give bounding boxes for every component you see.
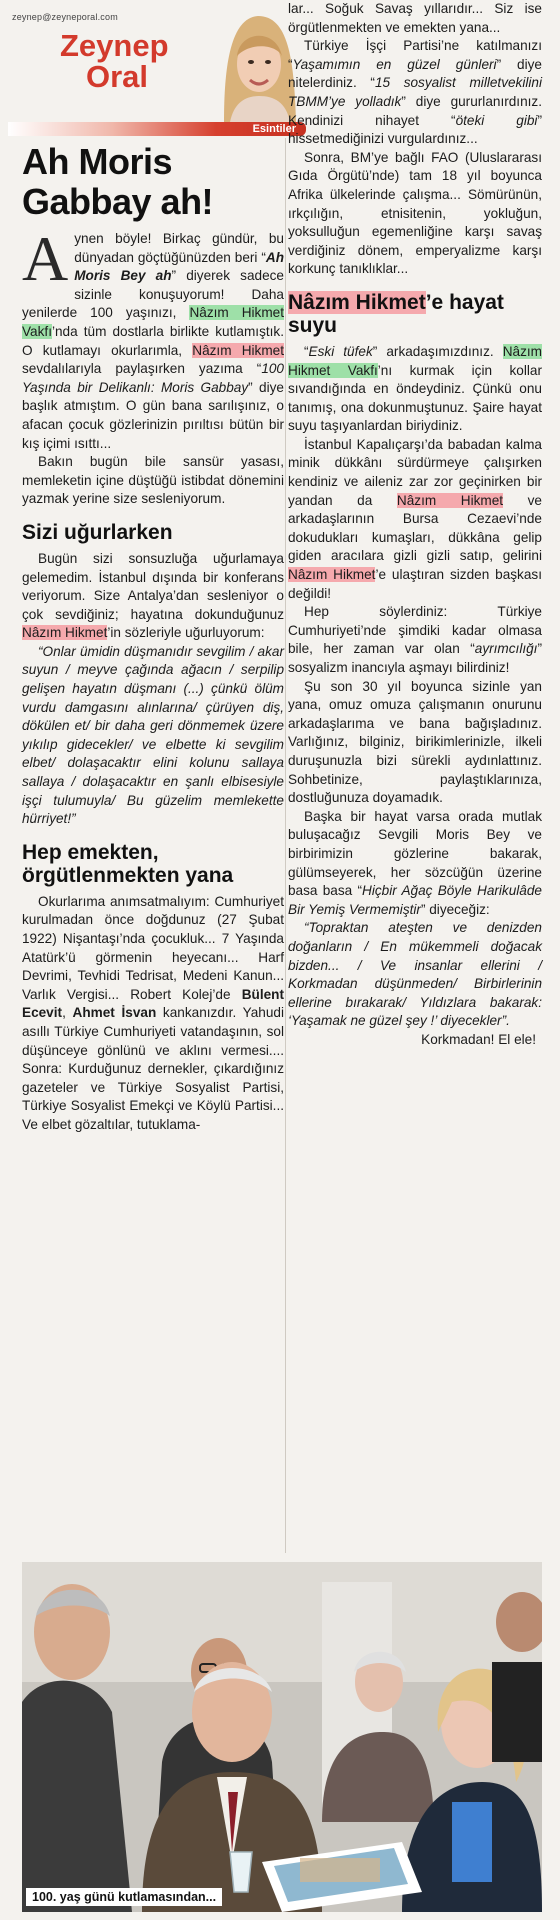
celebration-photo bbox=[22, 1562, 542, 1912]
text-run: ” sosyalizm inancıyla aşmayı bilirdiniz! bbox=[288, 641, 542, 675]
text-run: “ bbox=[304, 343, 309, 359]
highlight-name: Nâzım Hikmet bbox=[288, 567, 376, 583]
text-run: Okurlarıma anımsatmalıyım: Cumhuriyet kurulmadan önce doğdunuz (27 Şubat 1922) Nişantaşı’nda çocukluk... 7 Yaşında Atatürk’ü görmenin heyecanı... Harf Devrimi, Tevhidi Tedrisat, Medeni Kanun... Varlık Vergisi... Robert Kolej’de bbox=[22, 893, 284, 1002]
text-run: ” diye başlık atmıştım. O gün bana sarılışınız, o afacan çocuk gözlerinizin pırıltısı bütün bir kış içimi ısıttı... bbox=[22, 379, 284, 451]
poem-quote: “Topraktan ateşten ve denizden doğanların / En mükemmeli doğacak bizden... / Ve insanlar ellerini / Korkmadan düşünmeden/ Birbirlerinin ellerine bırakarak/ Yıldızlara bakarak: ‘Yaşamak ne güzel şey !’ diyecekler”. bbox=[288, 920, 542, 1029]
italic-run: ayrımcılığı bbox=[474, 641, 538, 657]
text-run: Başka bir hayat varsa orada mutlak buluşacağız Sevgili Moris Bey ve birbirimizin gözlerine bakarak, gülümseyerek, her sözcüğün üzerine basa basa “ bbox=[288, 808, 542, 899]
text-run: ” diye gururlanırdınız. Kendinizi nihayet “ bbox=[288, 93, 542, 128]
italic-run: Ah Moris Bey ah bbox=[74, 249, 284, 284]
headline: Ah Moris Gabbay ah! bbox=[22, 141, 214, 222]
highlight-name: Nâzım Hikmet Vakfı bbox=[288, 343, 542, 378]
text-run: ve arkadaşlarının Bursa Cezaevi’nde dokudukları kumaşları, dükkâna gelip giden aracılara gizli gizli satıp, gelirini bbox=[288, 492, 542, 564]
section-tag: Esintiler bbox=[252, 123, 296, 135]
text-run: ” diye nitelerdiniz. “ bbox=[288, 56, 542, 91]
paragraph: Sonra, BM’ye bağlı FAO (Uluslararası Gıda Örgütü’nde) tam 18 yıl boyunca Afrika ülkelerinde çalışma... Sömürünün, ırkçılığın, etnisitenin, yokluğun, yoksulluğun egemenliğine karşı savaş verdiğiniz dönem, emperyalizme karşı korkunç tanıklıklar... bbox=[288, 149, 542, 277]
text-run: ” hissetmediğinizi vurgulardınız... bbox=[288, 112, 542, 147]
column-divider bbox=[285, 138, 286, 1553]
text-run: ” diyeceğiz: bbox=[420, 901, 490, 917]
photo-illustration bbox=[22, 1562, 542, 1912]
author-first-name: Zeynep bbox=[60, 28, 169, 63]
italic-run: 15 sosyalist milletvekilini TBMM’ye yolladık bbox=[288, 75, 542, 109]
author-email[interactable]: zeynep@zeyneporal.com bbox=[12, 12, 118, 22]
subheading: Sizi uğurlarken bbox=[22, 520, 173, 544]
italic-run: Eski tüfek bbox=[308, 343, 373, 359]
italic-run: 100 Yaşında bir Delikanlı: Moris Gabbay bbox=[22, 361, 284, 395]
text-run: Bugün sizi sonsuzluğa uğurlamaya gelemedim. İstanbul dışında bir konferans veriyorum. Size Antalya’dan sesleniyor o çok sevdiğiniz; hayatına dokunduğunuz bbox=[22, 550, 284, 622]
italic-run: Hiçbir Ağaç Böyle Harikulâde Bir Yemiş Vermemiştir bbox=[288, 883, 542, 917]
text-run: ynen böyle! Birkaç gündür, bu dünyadan göçtüğünüzden beri “ bbox=[74, 231, 284, 265]
poem-quote: “Onlar ümidin düşmanıdır sevgilim / akar suyun / meyve çağında ağacın / serpilip gelişen hayatın düşmanı (...) çünkü ölüm vurdu damgasını alınlarına/ çürüyen diş, dökülen et/ bir daha geri dönmemek üzere yıkılıp gidecekler/ ve elbette ki sevgilim elbet/ dolaşacaktır elini kolunu sallaya sallaya / dolaşacaktır en şanlı elbisesiyle işçi tulumuyla/ Bu güzelim memlekette hürriyet!” bbox=[22, 643, 284, 827]
text-run: sevdalılarıyla paylaşırken yazıma “ bbox=[22, 361, 262, 377]
text-run: kankanızdır. Yahudi asıllı Türkiye Cumhuriyeti vatandaşının, sol düşünceye gönlünü ve aklını vermesi.... Sonra: Kurduğunuz dernekler, çıkardığınız gazeteler ve Türkiye Sosyalist Partisi, Türkiye Sosyalist Emekçi ve Köylü Partisi... Ve elbet gözaltılar, tutuklama- bbox=[22, 1005, 284, 1132]
column-right bbox=[288, 0, 542, 1049]
highlight-name: Nâzım Hikmet bbox=[396, 492, 504, 508]
text-run: İstanbul Kapalıçarşı’da babadan kalma minik dükkânı sürdürmeye çalışırken kendiniz ve aileniz zar zor geçinirken bir yandan da bbox=[288, 436, 542, 508]
photo-caption: 100. yaş günü kutlamasından... bbox=[26, 1888, 222, 1906]
author-last-name: Oral bbox=[86, 59, 149, 94]
paragraph bbox=[288, 603, 542, 677]
text-run: , bbox=[62, 1005, 73, 1021]
text-run: ’e hayat suyu bbox=[288, 290, 504, 337]
highlight-name: Nâzım Hikmet bbox=[288, 290, 426, 314]
text-run: Türkiye İşçi Partisi’ne katılmanızı “ bbox=[288, 38, 542, 72]
author-name bbox=[60, 30, 169, 92]
drop-cap: A bbox=[22, 223, 69, 294]
text-run: ’in sözleriyle uğurluyorum: bbox=[107, 625, 265, 641]
text-run: ” diyerek sadece sizinle konuşuyorum! Daha yenilerde 100 yaşınızı, bbox=[22, 268, 284, 321]
paragraph bbox=[288, 436, 542, 603]
italic-run: Yaşamımın en güzel günleri bbox=[292, 56, 497, 72]
bold-name: Ahmet İsvan bbox=[72, 1005, 157, 1021]
paragraph bbox=[22, 893, 284, 1135]
highlight-name: Nâzım Hikmet bbox=[192, 342, 284, 358]
text-run: ’nı kurmak için kollar sıvandığında en öndeydiniz. Çünkü onu tanımış, ona dokunmuştunuz. Şaire hayat suyu taşıyanlardan biriydiniz. bbox=[288, 362, 542, 434]
paragraph: lar... Soğuk Savaş yıllarıdır... Siz ise örgütlenmekten ve emekten yana... bbox=[288, 1, 542, 35]
paragraph: Bakın bugün bile sansür yasası, memleketin içine düştüğü istibdat dönemini yazmak yerine size sesleniyorum. bbox=[22, 454, 284, 507]
paragraph bbox=[288, 37, 542, 149]
paragraph: Şu son 30 yıl boyunca sizinle yan yana, omuz omuza çalışmanın onurunu arkadaşlarıma ve bana bağışladınız. Varlığınız, bilginiz, birikimlerinizle, ilkeli duruşunuzla bizi sürekli aydınlattınız. Sohbetinize, paylaştıklarınıza, dostluğunuza doyamadık. bbox=[288, 678, 542, 806]
italic-run: öteki gibi bbox=[455, 112, 538, 128]
text-run: ” arkadaşımızdınız. bbox=[372, 343, 503, 359]
text-run: ’nda tüm dostlarla birlikte kutlamıştık. O kutlamayı okurlarımla, bbox=[22, 323, 284, 358]
subheading: Hep emekten, örgütlenmekten yana bbox=[22, 840, 234, 887]
paragraph bbox=[288, 808, 542, 920]
subheading bbox=[288, 291, 542, 337]
closing-line: Korkmadan! El ele! bbox=[421, 1031, 536, 1047]
column-left bbox=[22, 138, 284, 1135]
text-run: Hep söylerdiniz: Türkiye Cumhuriyeti’nde şimdiki kadar olmasa bile, her zaman var olan “ bbox=[288, 604, 542, 657]
paragraph-intro bbox=[22, 223, 284, 453]
bold-name: Bülent Ecevit bbox=[22, 986, 284, 1021]
column-header bbox=[4, 4, 306, 134]
highlight-name: Nâzım Hikmet bbox=[22, 625, 108, 641]
text-run: ’e ulaştıran sizden başkası değildi! bbox=[288, 567, 542, 601]
highlight-name: Nâzım Hikmet Vakfı bbox=[22, 305, 284, 339]
paragraph bbox=[22, 550, 284, 643]
paragraph bbox=[288, 343, 542, 436]
